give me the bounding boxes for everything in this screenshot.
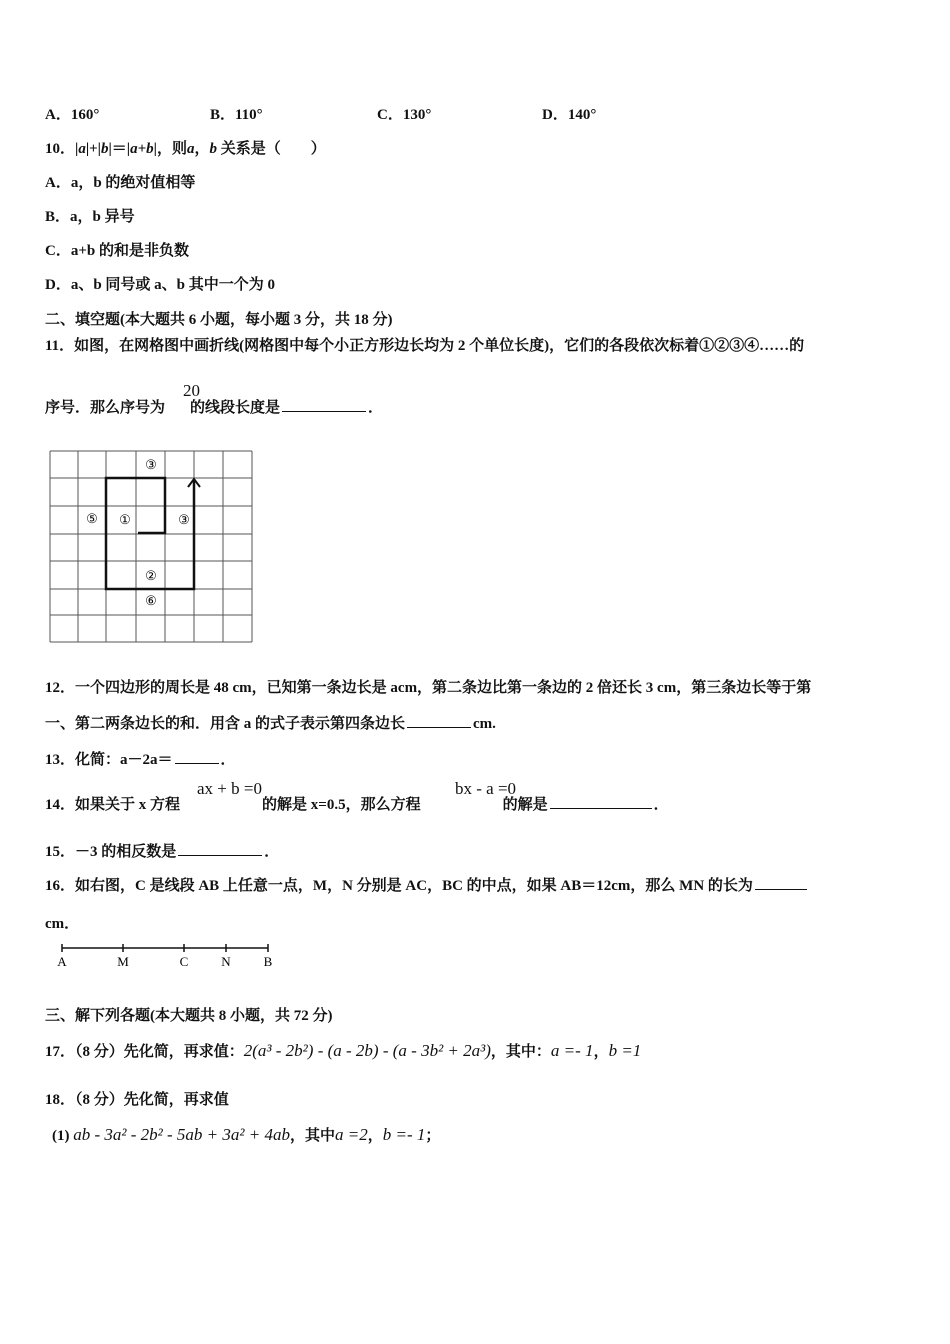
question-10-option-b: B．a，b 异号 [45, 209, 135, 225]
option-d: D．140° [542, 107, 597, 123]
label-3: ③ [178, 512, 190, 527]
question-10-stem: 10．|a|+|b|＝|a+b|，则a，b 关系是（ ） [45, 141, 326, 157]
section-2-heading: 二、填空题(本大题共 6 小题，每小题 3 分，共 18 分) [45, 312, 393, 328]
point-a: A [57, 954, 67, 969]
label-4: ③ [145, 457, 157, 472]
point-c: C [179, 954, 189, 969]
option-a: A．160° [45, 107, 100, 123]
question-11-line1: 11．如图，在网格图中画折线(网格图中每个小正方形边长均为 2 个单位长度)，它们的各段依次标着①②③④……的 [45, 338, 805, 354]
question-14: 14．如果关于 x 方程 的解是 x=0.5，那么方程 的解是 ． [45, 797, 669, 813]
question-12-line2: 一、第二两条边长的和．用含 a 的式子表示第四条边长 cm. [45, 716, 496, 732]
grid-figure [48, 449, 256, 645]
question-11-line2: 序号．那么序号为 的线段长度是 ． [45, 400, 384, 416]
label-5: ⑤ [86, 511, 98, 526]
question-18-title: 18．（8 分）先化简，再求值 [45, 1092, 229, 1108]
equation-1: ax + b =0 [197, 779, 262, 798]
question-17: 17．（8 分）先化简，再求值：2(a³ - 2b²) - (a - 2b) - (a - 3b² + 2a³)，其中：a =- 1，b =1 [45, 1041, 642, 1060]
point-m: M [117, 954, 129, 969]
question-12-line1: 12．一个四边形的周长是 48 cm，已知第一条边长是 acm，第二条边比第一条边的 2 倍还长 3 cm，第三条边长等于第 [45, 680, 812, 696]
question-15: 15．－3 的相反数是 ． [45, 844, 280, 860]
question-10-option-c: C．a+b 的和是非负数 [45, 243, 189, 259]
section-3-heading: 三、解下列各题(本大题共 8 小题，共 72 分) [45, 1008, 333, 1024]
question-18-part-1: (1) ab - 3a² - 2b² - 5ab + 3a² + 4ab，其中a =2，b =- 1； [52, 1125, 441, 1144]
question-11-number: 20 [183, 381, 200, 400]
question-10-option-a: A．a，b 的绝对值相等 [45, 175, 196, 191]
question-16-line2: cm． [45, 916, 80, 932]
question-16-line1: 16．如右图，C 是线段 AB 上任意一点，M，N 分别是 AC，BC 的中点，如果 AB＝12cm，那么 MN 的长为 [45, 874, 809, 895]
segment-figure [55, 940, 280, 970]
question-13: 13．化简：a－2a＝ ． [45, 752, 236, 768]
question-10-option-d: D．a、b 同号或 a、b 其中一个为 0 [45, 277, 276, 293]
point-n: N [221, 954, 231, 969]
option-c: C．130° [377, 107, 432, 123]
label-1: ① [119, 512, 131, 527]
label-6: ⑥ [145, 593, 157, 608]
label-2: ② [145, 568, 157, 583]
equation-2: bx - a =0 [455, 779, 517, 798]
point-b: B [263, 954, 273, 969]
option-b: B．110° [210, 107, 263, 123]
